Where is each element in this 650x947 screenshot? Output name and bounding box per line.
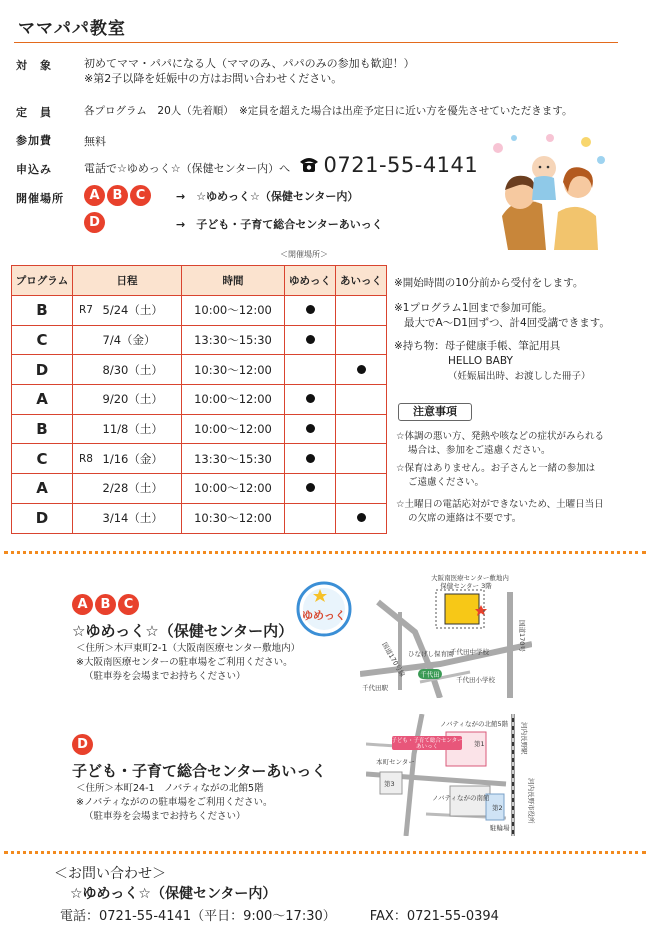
- schedule-aikku-mark: [336, 296, 387, 326]
- note-items-book: HELLO BABY: [448, 355, 513, 367]
- schedule-yumekku-mark: [285, 474, 336, 504]
- note-limit: ※1プログラム1回まで参加可能。: [394, 302, 553, 314]
- schedule-program: C: [12, 325, 73, 355]
- schedule-time: 10:00〜12:00: [182, 296, 285, 326]
- map-d-honmachi: 本町センター: [376, 758, 415, 766]
- schedule-aikku-mark: [336, 503, 387, 533]
- map-d-south: ノバティながの南館: [432, 794, 490, 802]
- schedule-time: 13:30〜15:30: [182, 444, 285, 474]
- contact-line: [60, 905, 499, 924]
- schedule-program: B: [12, 296, 73, 326]
- map-a-station-label: 千代田駅: [362, 684, 388, 692]
- note-reception: ※開始時間の10分前から受付をします。: [394, 277, 584, 289]
- map-a-title-2: 保健センター 3階: [440, 582, 492, 590]
- schedule-yumekku-mark: [285, 385, 336, 415]
- section-divider-1: [4, 551, 646, 554]
- map-d-cityhall: 河内長野市役所: [527, 778, 535, 824]
- map-a-station: 千代田: [420, 670, 440, 679]
- map-yumekku: [360, 572, 532, 698]
- schedule-year: [73, 355, 99, 385]
- schedule-aikku-mark: [336, 385, 387, 415]
- schedule-row: [12, 474, 387, 504]
- schedule-row: [12, 385, 387, 415]
- schedule-time: 10:00〜12:00: [182, 385, 285, 415]
- contact-name: ☆ゆめっく☆（保健センター内）: [70, 886, 277, 902]
- map-d-p2: 第2: [492, 804, 503, 812]
- venue-a-address: ＜住所＞木戸東町2-1（大阪南医療センター敷地内）: [76, 643, 301, 654]
- caution-3b: の欠席の連絡は不要です。: [408, 513, 522, 524]
- schedule-program: B: [12, 414, 73, 444]
- schedule-date: 8/30（土）: [99, 355, 182, 385]
- schedule-aikku-mark: [336, 325, 387, 355]
- schedule-yumekku-mark: [285, 296, 336, 326]
- venue-dot-icon: [306, 394, 315, 403]
- map-aikku: [366, 714, 536, 836]
- schedule-date: 9/20（土）: [99, 385, 182, 415]
- venue-a-name: ☆ゆめっく☆（保健センター内）: [72, 622, 294, 640]
- note-items: ※持ち物：母子健康手帳、筆記用具: [394, 340, 561, 352]
- col-yumekku: ゆめっく: [285, 266, 336, 296]
- venue-dot-icon: [357, 365, 366, 374]
- caution-heading: 注意事項: [398, 403, 472, 421]
- schedule-year: [73, 503, 99, 533]
- venue-d-badge: D: [72, 734, 93, 755]
- venue-d-name: 子ども・子育て総合センターあいっく: [72, 762, 327, 780]
- note-limit-detail: 最大でA〜D1回ずつ、計4回受講できます。: [404, 317, 610, 329]
- venue-a-badges: [72, 594, 141, 615]
- schedule-row: [12, 296, 387, 326]
- schedule-year: R8: [73, 444, 99, 474]
- venue-a-ticket: （駐車券を会場までお持ちください）: [84, 671, 246, 682]
- schedule-program: D: [12, 355, 73, 385]
- schedule-date: 1/16（金）: [99, 444, 182, 474]
- logo-text: ゆめっく: [302, 609, 346, 622]
- schedule-date: 2/28（土）: [99, 474, 182, 504]
- schedule-yumekku-mark: [285, 325, 336, 355]
- caution-3a: ☆土曜日の電話応対ができないため、土曜日当日: [396, 499, 604, 510]
- badge-c: C: [130, 185, 151, 206]
- caution-1a: ☆体調の悪い方、発熱や咳などの症状がみられる: [396, 431, 605, 442]
- schedule-time: 10:30〜12:00: [182, 503, 285, 533]
- map-a-route-label: 国道170号: [518, 620, 526, 652]
- schedule-aikku-mark: [336, 474, 387, 504]
- col-aikku: あいっく: [336, 266, 387, 296]
- caution-2a: ☆保育はありません。お子さんと一緒の参加は: [396, 463, 596, 474]
- badge-d: D: [84, 212, 105, 233]
- venue-d-address: ＜住所＞本町24-1 ノバティながの北館5階: [76, 783, 264, 794]
- venue-a-badge-c: C: [118, 594, 139, 615]
- schedule-aikku-mark: [336, 444, 387, 474]
- venue-d-parking: ※ノバティながのの駐車場をご利用ください。: [76, 797, 273, 808]
- fee-value: 無料: [84, 135, 106, 148]
- schedule-table: [11, 265, 387, 534]
- caution-1b: 場合は、参加をご遠慮ください。: [408, 445, 551, 456]
- badge-b: B: [107, 185, 128, 206]
- schedule-yumekku-mark: [285, 355, 336, 385]
- schedule-yumekku-mark: [285, 414, 336, 444]
- venue-dot-icon: [357, 513, 366, 522]
- apply-label: 申込み: [16, 163, 52, 176]
- venue-dot-icon: [306, 335, 315, 344]
- schedule-time: 10:00〜12:00: [182, 414, 285, 444]
- venue-d-badge-wrap: [72, 734, 95, 755]
- apply-phone: [298, 153, 478, 177]
- schedule-program: C: [12, 444, 73, 474]
- venue-label: 開催場所: [16, 192, 64, 205]
- venue-1-text: → ☆ゆめっく☆（保健センター内）: [176, 190, 359, 203]
- venue-2-text: → 子ども・子育て総合センターあいっく: [176, 218, 383, 231]
- schedule-program: D: [12, 503, 73, 533]
- schedule-aikku-mark: [336, 355, 387, 385]
- schedule-time: 13:30〜15:30: [182, 325, 285, 355]
- apply-value: 電話で☆ゆめっく☆（保健センター内）へ: [84, 162, 291, 175]
- page-title: ママパパ教室: [18, 19, 126, 39]
- schedule-program: A: [12, 474, 73, 504]
- map-a-title-1: 大阪南医療センター敷地内: [431, 574, 509, 582]
- col-time: 時間: [182, 266, 285, 296]
- schedule-row: [12, 503, 387, 533]
- venue-dot-icon: [306, 454, 315, 463]
- schedule-time: 10:00〜12:00: [182, 474, 285, 504]
- map-d-p3: 第3: [384, 780, 395, 788]
- schedule-year: [73, 325, 99, 355]
- caution-2b: ご遠慮ください。: [408, 477, 485, 488]
- target-label: 対 象: [16, 59, 52, 72]
- map-d-north: ノバティながの北館5階: [440, 720, 509, 728]
- family-illustration: [486, 134, 616, 254]
- venue-a-parking: ※大阪南医療センターの駐車場をご利用ください。: [76, 657, 293, 668]
- badge-a: A: [84, 185, 105, 206]
- map-a-elementary: 千代田小学校: [456, 676, 495, 684]
- map-d-aikku: あいっく: [415, 744, 439, 750]
- section-divider-2: [4, 851, 646, 854]
- map-d-p1: 第1: [474, 740, 485, 748]
- col-program: プログラム: [12, 266, 73, 296]
- schedule-row: [12, 355, 387, 385]
- schedule-date: 5/24（土）: [99, 296, 182, 326]
- map-d-station: 河内長野駅: [520, 722, 528, 755]
- schedule-year: [73, 474, 99, 504]
- schedule-aikku-mark: [336, 414, 387, 444]
- schedule-yumekku-mark: [285, 444, 336, 474]
- schedule-date: 7/4（金）: [99, 325, 182, 355]
- target-line-1: 初めてママ・パパになる人（ママのみ、パパのみの参加も歓迎！）: [84, 57, 415, 70]
- schedule-year: [73, 385, 99, 415]
- contact-phone: 電話：0721-55-4141（平日：9:00〜17:30）: [60, 909, 336, 924]
- schedule-year: [73, 414, 99, 444]
- venue-dot-icon: [306, 424, 315, 433]
- schedule-year: R7: [73, 296, 99, 326]
- venue-dot-icon: [306, 483, 315, 492]
- schedule-row: [12, 444, 387, 474]
- venue-a-badge-a: A: [72, 594, 93, 615]
- map-a-nursery: ひなげし保育園: [408, 650, 454, 658]
- venue-1-badges: [84, 185, 153, 206]
- schedule-program: A: [12, 385, 73, 415]
- map-d-bike: 駐輪場: [490, 824, 510, 832]
- venue-d-ticket: （駐車券を会場までお持ちください）: [84, 811, 246, 822]
- capacity-label: 定 員: [16, 106, 52, 119]
- venue-dot-icon: [306, 305, 315, 314]
- venue-caption: ＜開催場所＞: [280, 250, 328, 259]
- schedule-time: 10:30〜12:00: [182, 355, 285, 385]
- map-a-junior-high: 千代田中学校: [450, 648, 489, 656]
- schedule-yumekku-mark: [285, 503, 336, 533]
- apply-phone-number: 0721-55-4141: [323, 153, 479, 177]
- yumekku-logo: [296, 581, 352, 637]
- venue-2-badge-wrap: [84, 212, 107, 233]
- schedule-row: [12, 414, 387, 444]
- contact-heading: ＜お問い合わせ＞: [54, 866, 166, 882]
- target-line-2: ※第2子以降を妊娠中の方はお問い合わせください。: [84, 72, 343, 85]
- map-d-center: 子ども・子育て総合センター: [391, 738, 463, 744]
- col-date: 日程: [73, 266, 182, 296]
- fee-label: 参加費: [16, 134, 52, 147]
- phone-icon: [298, 155, 320, 173]
- note-items-book-desc: （妊娠届出時、お渡しした冊子）: [448, 371, 591, 382]
- schedule-date: 11/8（土）: [99, 414, 182, 444]
- target-value: [84, 56, 415, 86]
- capacity-value: 各プログラム 20人（先着順） ※定員を超えた場合は出産予定日に近い方を優先させていただきます。: [84, 105, 573, 117]
- title-rule: [14, 42, 618, 43]
- map-a-route-170: 国道170号線: [380, 641, 407, 679]
- schedule-header-row: [12, 266, 387, 296]
- schedule-date: 3/14（土）: [99, 503, 182, 533]
- schedule-row: [12, 325, 387, 355]
- contact-fax: FAX：0721-55-0394: [369, 909, 499, 924]
- venue-a-badge-b: B: [95, 594, 116, 615]
